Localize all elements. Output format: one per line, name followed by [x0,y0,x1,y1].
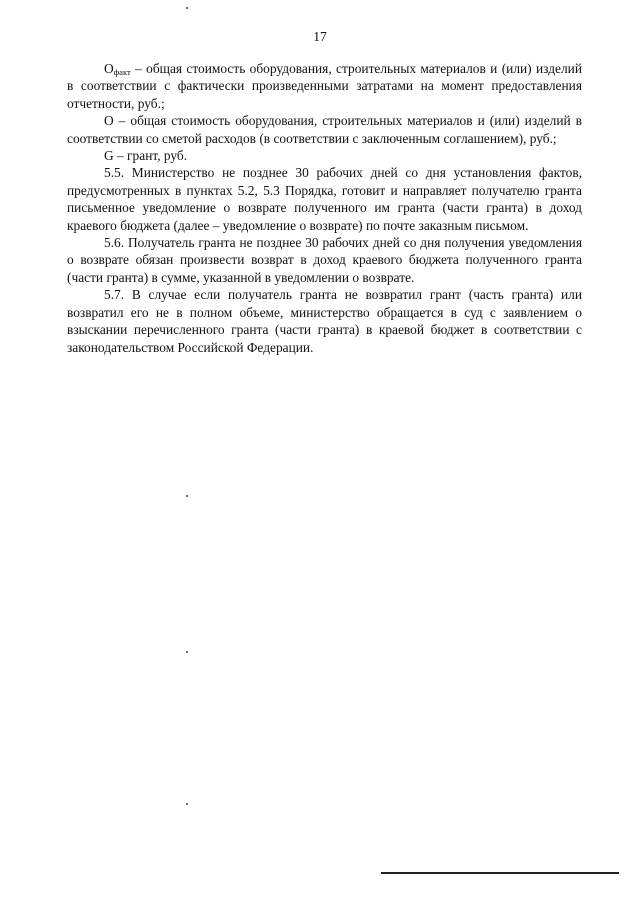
paragraph-ofact [67,60,582,112]
scan-speck [186,651,188,653]
bottom-rule [381,872,619,874]
scan-speck [186,495,188,497]
ofact-symbol: O [104,61,114,76]
paragraph-5-6: 5.6. Получатель гранта не позднее 30 рабочих дней со дня получения уведомления о возврате обязан произвести возврат в доход краевого бюджета полученного гранта (части гранта) в сумме, указанной в уведомлении о возврате. [67,235,582,285]
scan-speck [186,803,188,805]
ofact-definition: – общая стоимость оборудования, строительных материалов и (или) изделий в соответствии с фактически произведенными затратами на момент предоставления отчетности, руб.; [67,61,582,111]
paragraph-5-5: 5.5. Министерство не позднее 30 рабочих дней со дня установления фактов, предусмотренных в пунктах 5.2, 5.3 Порядка, готовит и направляет получателю гранта письменное уведомление о возврате полученного им гранта (части гранта) в доход краевого бюджета (далее – уведомление о возврате) по почте заказным письмом. [67,165,582,233]
paragraph-g-definition: G – грант, руб. [104,148,188,164]
document-body [67,60,582,356]
page-number: 17 [313,29,327,44]
paragraph-5-7: 5.7. В случае если получатель гранта не возвратил грант (часть гранта) или возвратил его не в полном объеме, министерство обращается в суд с заявлением о взыскании перечисленного гранта (части гранта) в краевой бюджет в соответствии с законодательством Российской Федерации. [67,287,582,355]
scan-speck [186,7,188,9]
ofact-subscript: факт [113,67,131,77]
paragraph-o-definition: O – общая стоимость оборудования, строительных материалов и (или) изделий в соответствии со сметой расходов (в соответствии с заключенным соглашением), руб.; [67,113,582,146]
